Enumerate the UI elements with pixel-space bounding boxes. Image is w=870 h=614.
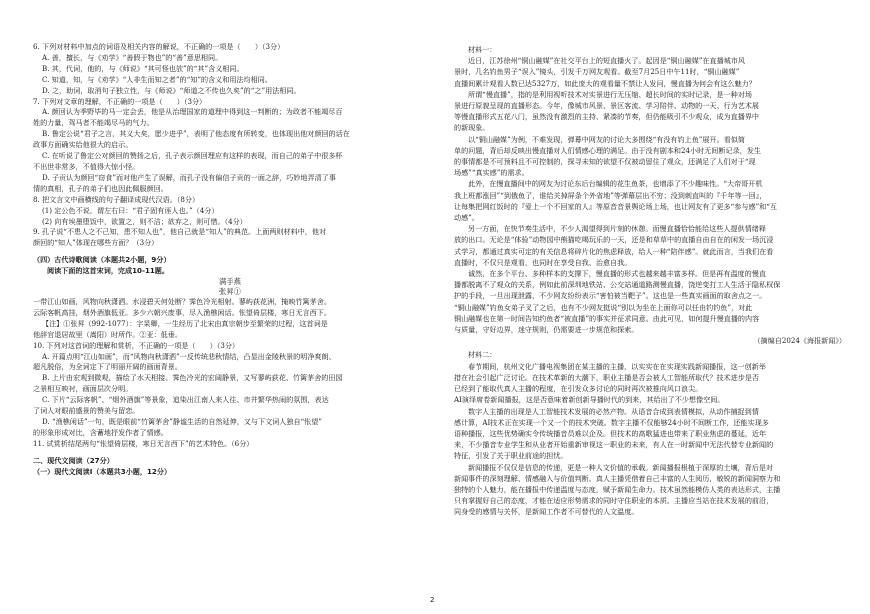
q7-option-c-cont: 不出世非常多，不值得大惊小怪。 (33, 161, 140, 171)
m2-p3-line: 新闻事件的深刻理解、情感融入与价值判断。真人主播凭借着自己丰富的人生阅历，敏锐的新闻洞察力和 (454, 473, 781, 483)
q8-item-1: (1) 定公色不说，谓左右曰：“君子固有诬人也。”（4分） (42, 205, 219, 215)
section4-title: （四）古代诗歌阅读（本题共2小题，9分） (33, 255, 171, 265)
q8-stem: 8. 把文言文中画横线的句子翻译成现代汉语。（8分） (33, 194, 200, 204)
m2-p2-line: 数字人主播的出现是人工智能技术发展的必然产物。从语音合成到表情模拟，从动作捕捉到情 (468, 406, 759, 416)
m1-p4-line: 动感”。 (454, 213, 479, 223)
m1-p1-line: 直播间累计观看人数已达5327万，如此庞大的观看量不禁让人发问，慢直播为何会有这么魅力？ (454, 78, 756, 88)
m2-p1-line: 措在社会引起广泛讨论。在技术革新的大潮下，职业主播是否会被人工智能所取代？技术进步是否 (454, 372, 760, 382)
q10-option-b: B. 上片由宏观到微观，描绘了水天相接、霁色冷光的宏阔静景，又写蓼屿荻花、竹篱茅舍的田园 (42, 373, 343, 383)
m1-p3-line: 场感”“真实感”的需求。 (454, 168, 529, 178)
m1-p4-line: 此外，在慢直播间中的网友为讨论东后台编辑的花生鱼茶，也增添了不少趣味性。“大帝哥开机 (468, 179, 763, 189)
m1-p6-line: “铜山融媒”钓鱼女弟子叉了之后，也有不少网友挺说“别以为坐在上面你可以任由钓钓鱼”，对此 (454, 302, 753, 312)
q10-option-d-cont: 的形象形成对比，含蓄地抒发作者了情感。 (33, 427, 168, 437)
m1-p2-line: 所谓“慢直播”，指的是利用视听技术对实景进行无压缩、超长时间的实时记录，是一种对场 (468, 89, 752, 99)
page-number: 2 (430, 596, 435, 604)
section4-instructions: 阅读下面的这首宋词，完成10-11题。 (47, 266, 169, 276)
q9-stem-cont: 颜回的“知人”体现在哪些方面？（3分） (33, 238, 159, 248)
q6-option-d: D. 之，助词，取消句子独立性，与《师说》“师道之不传也久矣”的“之”用法相同。 (42, 85, 301, 95)
m1-p5-line: 式学习，都通过真实可定的有关信息将碎片化的焦虑释放，给人一种“陪伴感”。就此而言，当我们在看 (454, 246, 774, 256)
q10-option-b-cont: 之景相互映衬，画面层次分明。 (33, 384, 133, 394)
q10-option-d: D. “渔樵闲话”一句，既是眼前“竹篱茅舍”静谧生活的自然延伸，又与下文词人独自“怅望” (42, 417, 322, 426)
poem-author: 张昇① (219, 287, 241, 297)
q10-option-c: C. 下片“云际客帆”、“烟外酒旗”等景象，追染出江南人来人往、市井繁华热闹的氛围，表达 (42, 395, 329, 405)
material1-title: 材料一： (468, 45, 497, 54)
m1-p6-line: 铜山融媒也在第一时间告知约鱼者“被直播”的事实并征求同意。由此可见，如何提升慢直播的内容 (454, 313, 760, 323)
q6-option-c: C. 知道，知，与《劝学》“人非生而知之者”的“知”的含义和用法均相同。 (42, 74, 272, 84)
q10-option-c-cont: 了词人对眼前盛景的赞美与留恋。 (33, 406, 140, 416)
m1-p4-line: 我上班都涨回”“到俄鱼了，谁给关掉屏条个外省地”等弹幕层出不穷；没到刺直叫的『千年等一回』， (454, 190, 767, 200)
q10-option-a-cont: 超凡脱俗，为全词定下了明丽开阔的画面背景。 (33, 362, 182, 372)
q7-option-c: C. 在听说了鲁定公对颜回的赞扬之后，孔子表示颜回理应有这样的表现，而自己的弟子中很多杯 (42, 151, 343, 161)
m2-p2-line: 特征，引发了关于职业前途的担忧。 (454, 451, 568, 461)
m2-p1-line: 春节期间，杭州文化广播电视集团在某主播的主播，以实实在在实现实践新闻播报，这一创新举 (468, 361, 766, 371)
m1-p2-line: 等慢直播形式五花八门，虽然没有激烈的主持、紧凑的节奏，但仍能吸引不少观众，成为直播界中 (454, 112, 760, 122)
q7-option-b: B. 鲁定公说“君子之言，其义大矣，愿少进乎”，表明了他态度有所转变，也体现出他对颜回的话在 (42, 129, 350, 139)
m1-p2-line: 的新现象。 (454, 123, 490, 133)
q6-option-b: B. 其，代词，他的，与《师说》“其可怪也欤”的“其”含义相同。 (42, 63, 244, 73)
q10-option-a: A. 开篇点明“江山如画”，而“风物向秋潇洒”一反传统悲秋情结，凸显出金陵秋景的明净爽朗、 (42, 351, 336, 361)
m1-p6-line: 诚然，在多个平台、多种样本的支撑下，慢直播的形式也越来越丰富多样。但是再有温度的慢直 (468, 269, 766, 279)
m1-p6-line: 播都脱离不了观众的关系，例如此前深圳地铁站、公交站通道路测慢直播，饶逆变打工人生活于隐私权保 (454, 280, 781, 290)
q7-option-d-cont: 情的真相，孔子的弟子们也因此佩服颜回。 (33, 183, 168, 193)
right-column (454, 44, 846, 518)
q7-option-d: D. 子贡认为颜回“窃食”而对他产生了误解，而孔子没有偏信子贡的一面之辞，巧妙地弄清了事 (42, 172, 336, 182)
q6-stem: 6. 下列对材料中加点的词语及相关内容的解说，不正确的一项是（ ）（3分） (33, 42, 285, 51)
m2-p3-line: 独特的个人魅力，能在播报中传递温度与态度，赋予新闻生命力。技术虽然能模仿人类的表达形式，主播 (454, 484, 781, 494)
m1-p6-line: 与质量，守好边界，迷守规则，仍需要进一步规范和探索。 (454, 325, 639, 335)
q8-item-2: (2) 向有埃墨堕饭中，欲置之，则不洁；欲弃之，则可惜。（4分） (42, 216, 247, 226)
m2-p3-line: 新闻播报不仅仅是信息的传递，更是一种人文价值的承载。新闻播报根植于深厚的土壤，背后是对 (468, 462, 774, 472)
q7-stem: 7. 下列对文章的理解，不正确的一项是（ ）（3分） (33, 96, 207, 106)
m1-p1-line: 景时，几名钓鱼男子“误入”镜头，引发千万网友观看。截至7月25日中午11时，“铜山融媒” (454, 67, 740, 77)
m1-p1-line: 近日，江苏徐州“铜山融媒”在社交平台上的短直播火了。起因是“铜山融媒”在直播城市风 (468, 56, 745, 66)
m1-p3-line: 以“铜山融媒”为例，不难发现，弹幕中网友的讨论大多围绕“有没有钓上鱼”展开。看似简 (468, 134, 745, 144)
poem-note: 【注】①张昇（992-1077）：字杲卿，一生经历了北宋由真宗朝步至繁荣的过程，这首词是 (42, 318, 328, 328)
section2-title: 二、现代文阅读（27分） (33, 455, 114, 465)
m1-p6-line: 护的手段，一旦出现泄露，不少网友纷纷表示“害怕被当靶子”。这也是一些真实画面的取舍点之一。 (454, 291, 767, 301)
m2-p2-line: 感计算，AI技术正在实现一个又一个的技术突破。数字主播不仅能够24小时不间断工作，还能实现多 (454, 417, 769, 427)
q7-option-a: A. 颜回认为季野毕的马一定会丢，他是从治理国家的道理中得到这一判断的；为政者不能竭尽百 (42, 107, 343, 117)
poem-line: 云际客帆高挂，烟外酒旗低亚。多少六朝兴废事，尽入渔樵闲话。怅望倚层楼，寒日无言西下。 (33, 307, 331, 317)
m2-p1-line: AI演绎席卷新闻播报，这是否意味着新创新导播时代的到来，其给出了不少想像空间。 (454, 395, 725, 405)
m1-p5-line: 放的出口。无论是“体验”动物园中熊猫吃喝玩乐的一天，还是和草草中的直播自由自在的闲发一场沉浸 (454, 235, 774, 245)
left-column (33, 42, 427, 478)
q11-stem: 11. 试赏析结尾两句“怅望倚层楼，寒日无言西下”的艺术特色。（6分） (33, 438, 254, 448)
m2-p3-line: 同身受的感情与关怀，是新闻工作者不可替代的人文温度。 (454, 507, 639, 517)
poem-line: 一带江山如画，风物向秋潇洒。水浸碧天何处断？霁色冷光相射。蓼屿荻花洲，掩映竹篱茅舍。 (33, 297, 331, 307)
m1-p3-line: 的事情都是不可预料且不可控制的，探寻未知的欲望不仅被动留住了观众，还满足了人们对于“现 (454, 157, 756, 167)
q7-option-a-cont: 姓的力量，驾马者不能竭尽马的气力。 (33, 118, 154, 128)
poem-note-cont: 他辞官退居故里（嵩阳）时所作。②亚：低垂。 (33, 329, 182, 339)
material1-source: （摘编自2024《海报新闻》） (753, 336, 846, 346)
poem-title: 满手燕 (219, 277, 241, 287)
m1-p2-line: 景进行原貌呈现的直播形态。今年，像城市风景、景区客流、学习陪伴、动物的一天、行为艺术展 (454, 101, 760, 111)
q6-option-a: A. 善，擅长，与《劝学》“善假于物也”的“善”意思相同。 (42, 52, 223, 62)
q7-option-b-cont: 政事方面确实给他很大的启示。 (33, 140, 133, 150)
m1-p5-line: 直播时，不仅只是观看，也同时在享受自我、治愈自我。 (454, 257, 632, 267)
m2-p2-line: 语种播报，这些优势确实令传统播音员难以企及。但技术的高歌猛进也带来了职业焦虑的蔓延，近年 (454, 428, 767, 438)
section2-subtitle: （一）现代文阅读Ⅰ（本题共3小题，12分） (33, 466, 172, 476)
m1-p3-line: 单的问题，背后却反映出慢直播对人们情感心理的满足。由于没有剧本和24小时无间断记录，发生 (454, 145, 761, 155)
q9-stem: 9. 孔子说“不患人之不己知，患不知人也”，他自己就是“知人”的典范。上面两则材料中，他对 (33, 227, 327, 237)
m1-p4-line: 让每集把网红饭时的『爱上一个不回家的人』等原音音景舆论场上场，也让网友有了更多“参与感”和“互 (454, 201, 778, 211)
m1-p5-line: 另一方面，在快节奏生活中，不少人渴望得到片刻的休憩。而慢直播恰恰能给这些人提供情绪释 (468, 224, 766, 234)
material2-title: 材料二： (468, 350, 497, 360)
m2-p1-line: 已经到了能取代真人主播的程度，在引发众多讨论的同时再次被推向风口浪尖。 (454, 384, 703, 394)
m2-p3-line: 只有掌握好自己的态度，才能在适应形势需求的同时守住职业的本质。主播应当站在技术发展的前沿， (454, 496, 774, 506)
m2-p2-line: 来，不少播音专业学生和从业者开始重新审视这一职业的未来，有人在一时新闻中无法代替专业新闻的 (454, 440, 774, 450)
q10-stem: 10. 下列对这首词的理解和赏析，不正确的一项是（ ）（3分） (33, 340, 240, 350)
